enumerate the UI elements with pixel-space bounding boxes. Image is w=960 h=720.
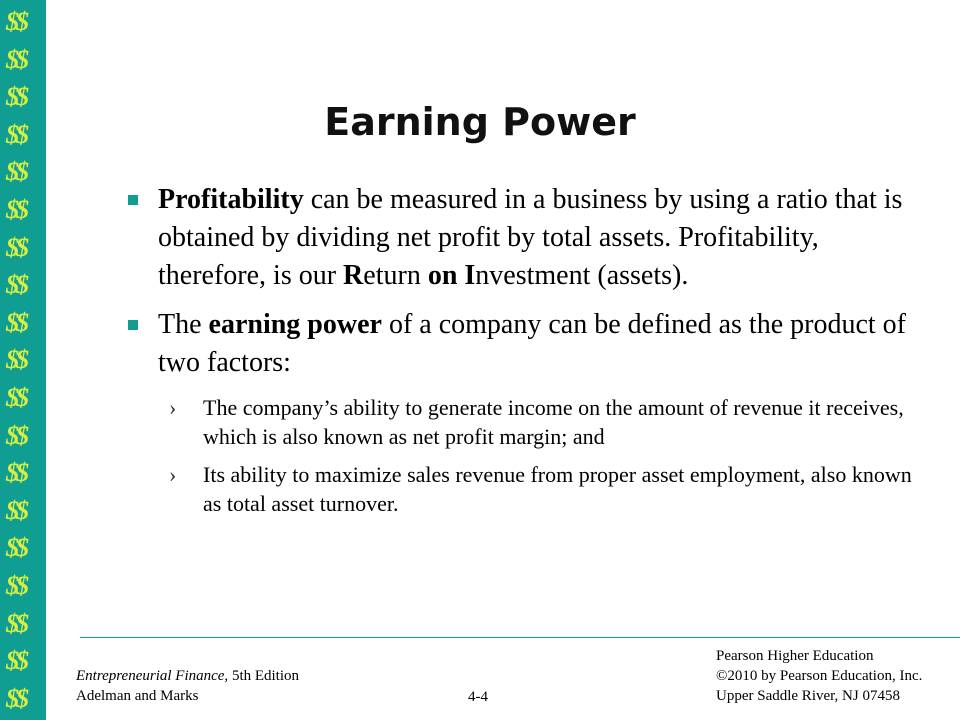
copyright: ©2010 by Pearson Education, Inc. <box>716 668 923 684</box>
book-authors: Adelman and Marks <box>76 688 199 704</box>
publisher-location: Upper Saddle River, NJ 07458 <box>716 688 900 704</box>
dollar-sign-icon: $$ <box>6 119 26 149</box>
dollar-sign-icon: $$ <box>6 195 26 224</box>
footer-divider <box>80 637 960 638</box>
dollar-sign-icon: $$ <box>6 157 26 187</box>
footer-book-info <box>76 666 299 706</box>
dollar-sign-icon: $$ <box>6 345 26 375</box>
chevron-bullet-icon: › <box>169 395 177 420</box>
square-bullet-icon <box>128 195 138 205</box>
dollar-sign-icon: $$ <box>6 533 26 563</box>
sub-bullet-text: Its ability to maximize sales revenue from proper asset employment, also known as total asset turnover. <box>203 462 912 516</box>
book-title: Entrepreneurial Finance, <box>76 668 229 684</box>
bullet-text: of a company can be defined as the product of two factors: <box>158 309 906 378</box>
bold-word-on: on <box>427 260 458 291</box>
term-profitability: Profitability <box>158 184 304 215</box>
sub-bullet-net-profit-margin <box>121 393 922 451</box>
slide-title-text: Earning Power <box>324 100 636 144</box>
square-bullet-icon <box>128 320 138 330</box>
dollar-sign-icon: $$ <box>6 383 26 412</box>
dollar-sign-icon: $$ <box>6 7 26 36</box>
dollar-sign-icon: $$ <box>6 608 26 638</box>
dollar-sign-icon: $$ <box>6 646 26 676</box>
bullet-profitability <box>122 181 922 295</box>
dollar-sign-icon: $$ <box>6 232 26 262</box>
dollar-sign-icon: $$ <box>6 82 26 112</box>
footer-publisher-info <box>716 646 922 706</box>
bullet-text: The <box>158 309 209 340</box>
dollar-sign-icon: $$ <box>6 307 26 337</box>
book-edition: 5th Edition <box>228 668 300 684</box>
bold-letter-r: R <box>343 260 364 291</box>
dollar-sign-icon: $$ <box>6 495 26 525</box>
dollar-sign-icon: $$ <box>6 683 26 713</box>
bullet-text: eturn <box>363 260 428 291</box>
dollar-sign-icon: $$ <box>6 458 26 488</box>
term-earning-power: earning power <box>208 309 382 340</box>
page-number: 4-4 <box>468 689 488 705</box>
publisher: Pearson Higher Education <box>716 648 874 664</box>
sub-bullet-asset-turnover <box>121 460 922 518</box>
dollar-sign-icon: $$ <box>6 270 26 300</box>
bullet-text: can be measured in a business by using a ratio that is obtained by dividing net profit by total assets. Profitability, therefore, is our <box>158 184 903 291</box>
dollar-sign-icon: $$ <box>6 44 26 74</box>
bullet-list <box>122 181 922 527</box>
dollar-sign-icon: $$ <box>6 420 26 450</box>
slide-title <box>0 100 960 144</box>
bold-letter-i: I <box>464 260 476 291</box>
dollar-sign-icon: $$ <box>6 571 26 600</box>
bullet-text: nvestment (assets). <box>475 260 689 291</box>
sub-bullet-text: The company’s ability to generate income on the amount of revenue it receives, which is also known as net profit margin; and <box>203 395 904 449</box>
chevron-bullet-icon: › <box>169 462 177 487</box>
bullet-earning-power <box>122 306 922 382</box>
